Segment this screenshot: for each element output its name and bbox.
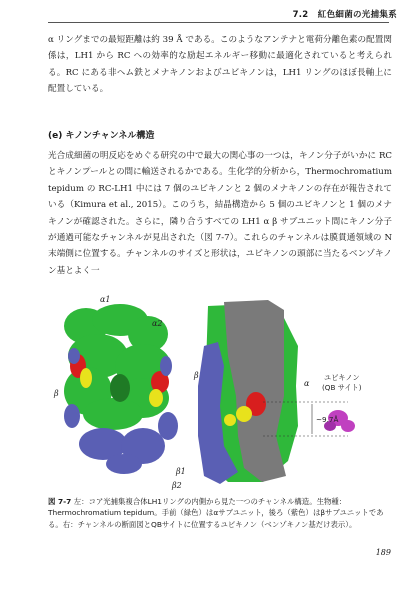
label-beta1: β1 bbox=[176, 467, 186, 476]
paragraph-2: 光合成細菌の明反応をめぐる研究の中で最大の関心事の一つは，キノン分子がいかに RC とキノンプールとの間に輸送されるかである。生化学的分析から，Thermochromatium tepidum の RC-LH1 中には 7 個のユビキノンと 2 個のメナキノンの存在が報告されている（Kimura et al., 2015）。このうち，結晶構造から 5 個のユビキノンと 1 個のメナキノンが確認された。さらに，隣り合うすべての LH1 α β サブユニット間にキノン分子が通過可能なチャンネルが見出された（図 7-7）。これらのチャンネルは膜貫通領域の N 末端側に位置する。チャンネルのサイズと形状は，ユビキノンの頭部に当たるベンゾキノン基とよく一 bbox=[48, 151, 392, 276]
label-alpha-right: α bbox=[304, 379, 310, 388]
right-cross-section bbox=[198, 300, 355, 484]
label-beta2: β2 bbox=[172, 481, 182, 490]
label-quinone-site: (QB サイト) bbox=[322, 383, 362, 392]
caption-text: 左：コア光捕集複合体LH1リングの内側から見た一つのチャンネル構造。生物種：Thermochromatium tepidum。手前（緑色）はαサブユニット，後ろ（紫色）はβサブユニットである。右：チャンネルの断面図とQBサイトに位置するユビキノン（ベンゾキノン基だけ表示）。 bbox=[48, 497, 384, 529]
header-rule bbox=[48, 22, 389, 23]
paragraph-1: α リングまでの最短距離は約 39 Å である。このようなアンテナと電荷分離色素の配置関係は，LH1 から RC への効率的な励起エネルギー移動に最適化されていると考えられる。RC にある非ヘム鉄とメナキノンおよびユビキノンは，LH1 リングのほぼ長軸上に配置している。 bbox=[48, 35, 392, 95]
label-quinone-title: ユビキノン bbox=[324, 373, 360, 382]
label-distance: ~9.7Å bbox=[316, 415, 339, 424]
page-number: 189 bbox=[375, 548, 391, 557]
label-alpha1: α1 bbox=[100, 295, 111, 304]
figure-caption bbox=[48, 496, 386, 530]
figure-illustration bbox=[48, 286, 374, 492]
label-beta-right: β bbox=[194, 371, 199, 380]
left-channel-structure bbox=[64, 304, 178, 474]
label-alpha2: α2 bbox=[152, 319, 163, 328]
label-beta-left: β bbox=[54, 389, 59, 398]
running-header bbox=[293, 8, 397, 20]
caption-label: 図 7-7 bbox=[48, 497, 72, 506]
figure-7-7 bbox=[48, 286, 374, 492]
header-title: 紅色細菌の光捕集系 bbox=[317, 10, 397, 20]
header-section-number: 7.2 bbox=[292, 10, 309, 20]
section-heading: (e) キノンチャンネル構造 bbox=[48, 131, 155, 141]
